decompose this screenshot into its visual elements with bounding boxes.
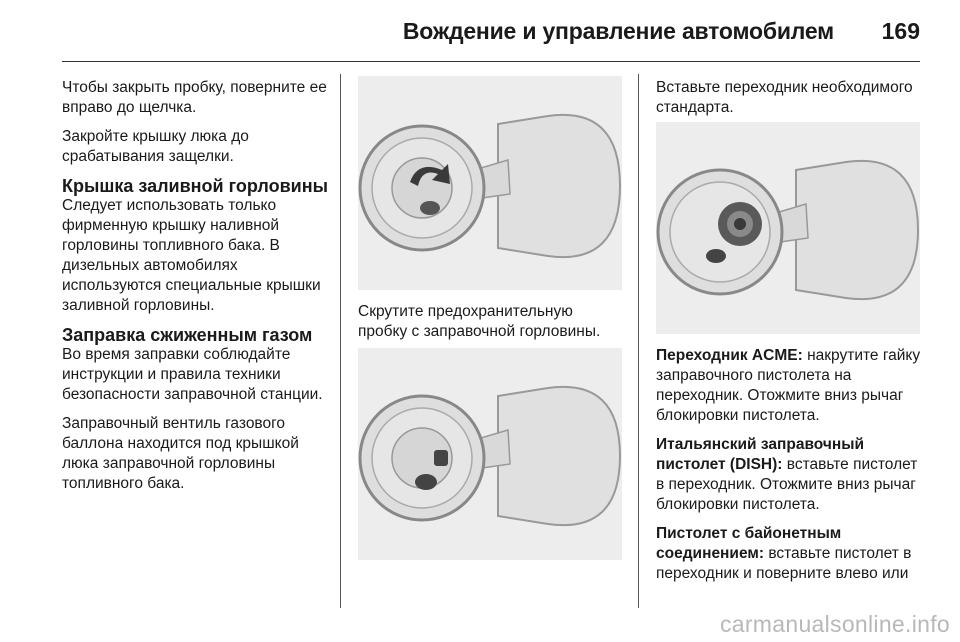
column-divider-left [340, 74, 341, 608]
paragraph-insert-adapter: Вставьте переходник необходимого стандарта. [656, 79, 913, 116]
heading-lpg: Заправка сжиженным газом [62, 325, 313, 345]
paragraph-fuel-cap: Следует использовать только фирменную крышку наливной горловины топливного бака. В дизельных автомобилях используются специальные крышки заливной горловины. [62, 197, 321, 314]
left-column [62, 78, 334, 503]
photo-filler-cap-removal [358, 76, 622, 290]
page-header [62, 14, 920, 62]
paragraph-acme [656, 346, 928, 426]
right-column [656, 78, 926, 127]
paragraph-dish [656, 435, 928, 515]
photo-gas-valve [358, 348, 622, 560]
paragraph-lpg-2: Заправочный вентиль газового баллона находится под крышкой люка заправочной горловины топливного бака. [62, 415, 299, 492]
paragraph-lpg-1: Во время заправки соблюдайте инструкции и правила техники безопасности заправочной станции. [62, 346, 323, 403]
text-dish: вставьте пистолет в переходник. Отожмите вниз рычаг блокировки пистолета. [656, 456, 918, 513]
label-acme: Переходник ACME: [656, 347, 803, 364]
right-column-text [656, 346, 928, 593]
text-acme: накрутите гайку заправочного пистолета на переходник. Отожмите вниз рычаг блокировки пистолета. [656, 347, 921, 424]
label-dish: Итальянский заправочный пистолет (DISH): [656, 436, 864, 473]
caption-remove-cap: Скрутите предохранительную пробку с заправочной горловины. [358, 303, 601, 340]
text-bayonet: вставьте пистолет в переходник и поверните влево или [656, 545, 912, 582]
watermark: carmanualsonline.info [719, 611, 950, 637]
heading-fuel-cap: Крышка заливной горловины [62, 176, 328, 196]
header-title: Вождение и управление автомобилем [402, 18, 834, 44]
paragraph-bayonet [656, 524, 928, 584]
label-bayonet: Пистолет с байонетным соединением: [656, 525, 842, 562]
page-number: 169 [881, 18, 920, 44]
paragraph-close-cap: Чтобы закрыть пробку, поверните ее вправо до щелчка. [62, 79, 327, 116]
paragraph-close-flap: Закройте крышку люка до срабатывания защелки. [62, 128, 249, 165]
photo-adapter-installed [656, 122, 920, 334]
column-divider-right [638, 74, 639, 608]
